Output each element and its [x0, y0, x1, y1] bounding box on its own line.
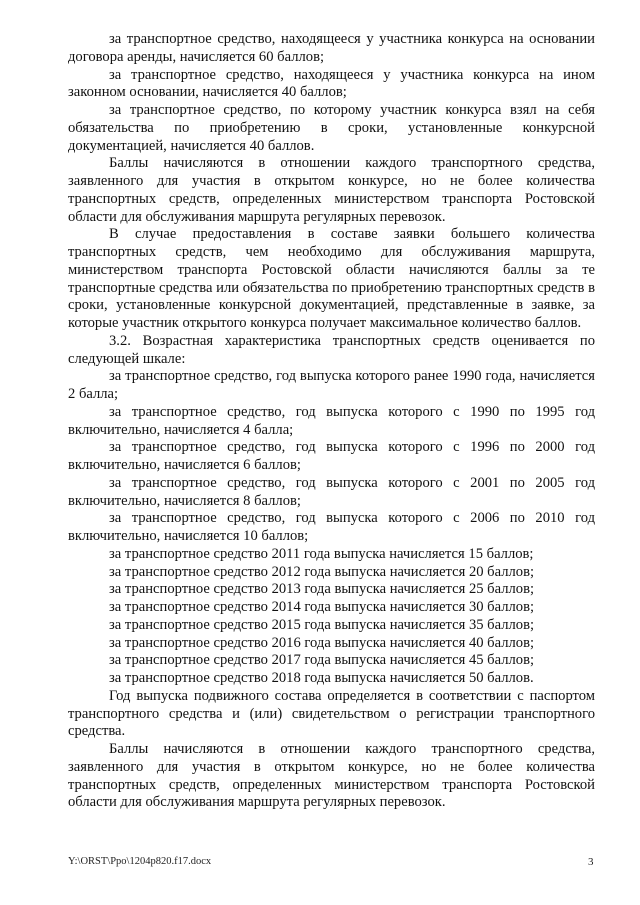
- paragraph-before-1990: за транспортное средство, год выпуска которого ранее 1990 года, начисляется 2 балла;: [68, 368, 595, 402]
- paragraph-year-2011: за транспортное средство 2011 года выпуска начисляется 15 баллов;: [109, 545, 534, 562]
- paragraph-year-2012: за транспортное средство 2012 года выпуска начисляется 20 баллов;: [109, 563, 535, 580]
- paragraph-excess-vehicles: В случае предоставления в составе заявки большего количества транспортных средств, чем необходимо для обслуживания маршрута, министерством транспорта Ростовской области начисляются баллы за те транспортные средства или обязательства по приобретению транспортных средств в сроки, установленные конкурсной документацией, представленные в заявке, за которые участник открытого конкурса получает максимальное количество баллов.: [68, 226, 595, 331]
- document-body: [68, 31, 595, 812]
- paragraph-year-2017: за транспортное средство 2017 года выпуска начисляется 45 баллов;: [109, 652, 535, 669]
- paragraph-year-2013: за транспортное средство 2013 года выпуска начисляется 25 баллов;: [109, 581, 535, 598]
- paragraph-other-basis-40: за транспортное средство, находящееся у участника конкурса на ином законном основании, начисляется 40 баллов;: [68, 66, 595, 101]
- paragraph-year-determination: Год выпуска подвижного состава определяется в соответствии с паспортом транспортного средства и (или) свидетельством о регистрации транспортного средства.: [68, 687, 595, 740]
- paragraph-points-limit: Баллы начисляются в отношении каждого транспортного средства, заявленного для участия в открытом конкурсе, но не более количества транспортных средств, определенных министерством транспорта Ростовской области для обслуживания маршрута регулярных перевозок.: [68, 155, 595, 225]
- paragraph-year-2018: за транспортное средство 2018 года выпуска начисляется 50 баллов.: [109, 670, 534, 686]
- paragraph-1996-2000: за транспортное средство, год выпуска которого с 1996 по 2000 год включительно, начисляется 6 баллов;: [68, 439, 595, 473]
- paragraph-section-3-2: 3.2. Возрастная характеристика транспортных средств оценивается по следующей шкале:: [68, 332, 595, 367]
- paragraph-points-limit-repeat: Баллы начисляются в отношении каждого транспортного средства, заявленного для участия в открытом конкурсе, но не более количества транспортных средств, определенных министерством транспорта Ростовской области для обслуживания маршрута регулярных перевозок.: [68, 741, 595, 811]
- paragraph-2001-2005: за транспортное средство, год выпуска которого с 2001 по 2005 год включительно, начисляется 8 баллов;: [68, 474, 595, 509]
- paragraph-obligation-40: за транспортное средство, по которому участник конкурса взял на себя обязательства по приобретению в сроки, установленные конкурсной документацией, начисляется 40 баллов.: [68, 102, 595, 154]
- paragraph-year-2014: за транспортное средство 2014 года выпуска начисляется 30 баллов;: [109, 599, 535, 615]
- paragraph-lease-60: за транспортное средство, находящееся у участника конкурса на основании договора аренды, начисляется 60 баллов;: [68, 31, 595, 65]
- paragraph-1990-1995: за транспортное средство, год выпуска которого с 1990 по 1995 год включительно, начисляется 4 балла;: [68, 403, 595, 438]
- paragraph-year-2016: за транспортное средство 2016 года выпуска начисляется 40 баллов;: [109, 634, 535, 651]
- page-number: 3: [588, 856, 594, 868]
- paragraph-2006-2010: за транспортное средство, год выпуска которого с 2006 по 2010 год включительно, начисляется 10 баллов;: [68, 510, 595, 544]
- paragraph-year-2015: за транспортное средство 2015 года выпуска начисляется 35 баллов;: [109, 616, 535, 633]
- footer-file-path: Y:\ORST\Ppo\1204p820.f17.docx: [68, 856, 212, 867]
